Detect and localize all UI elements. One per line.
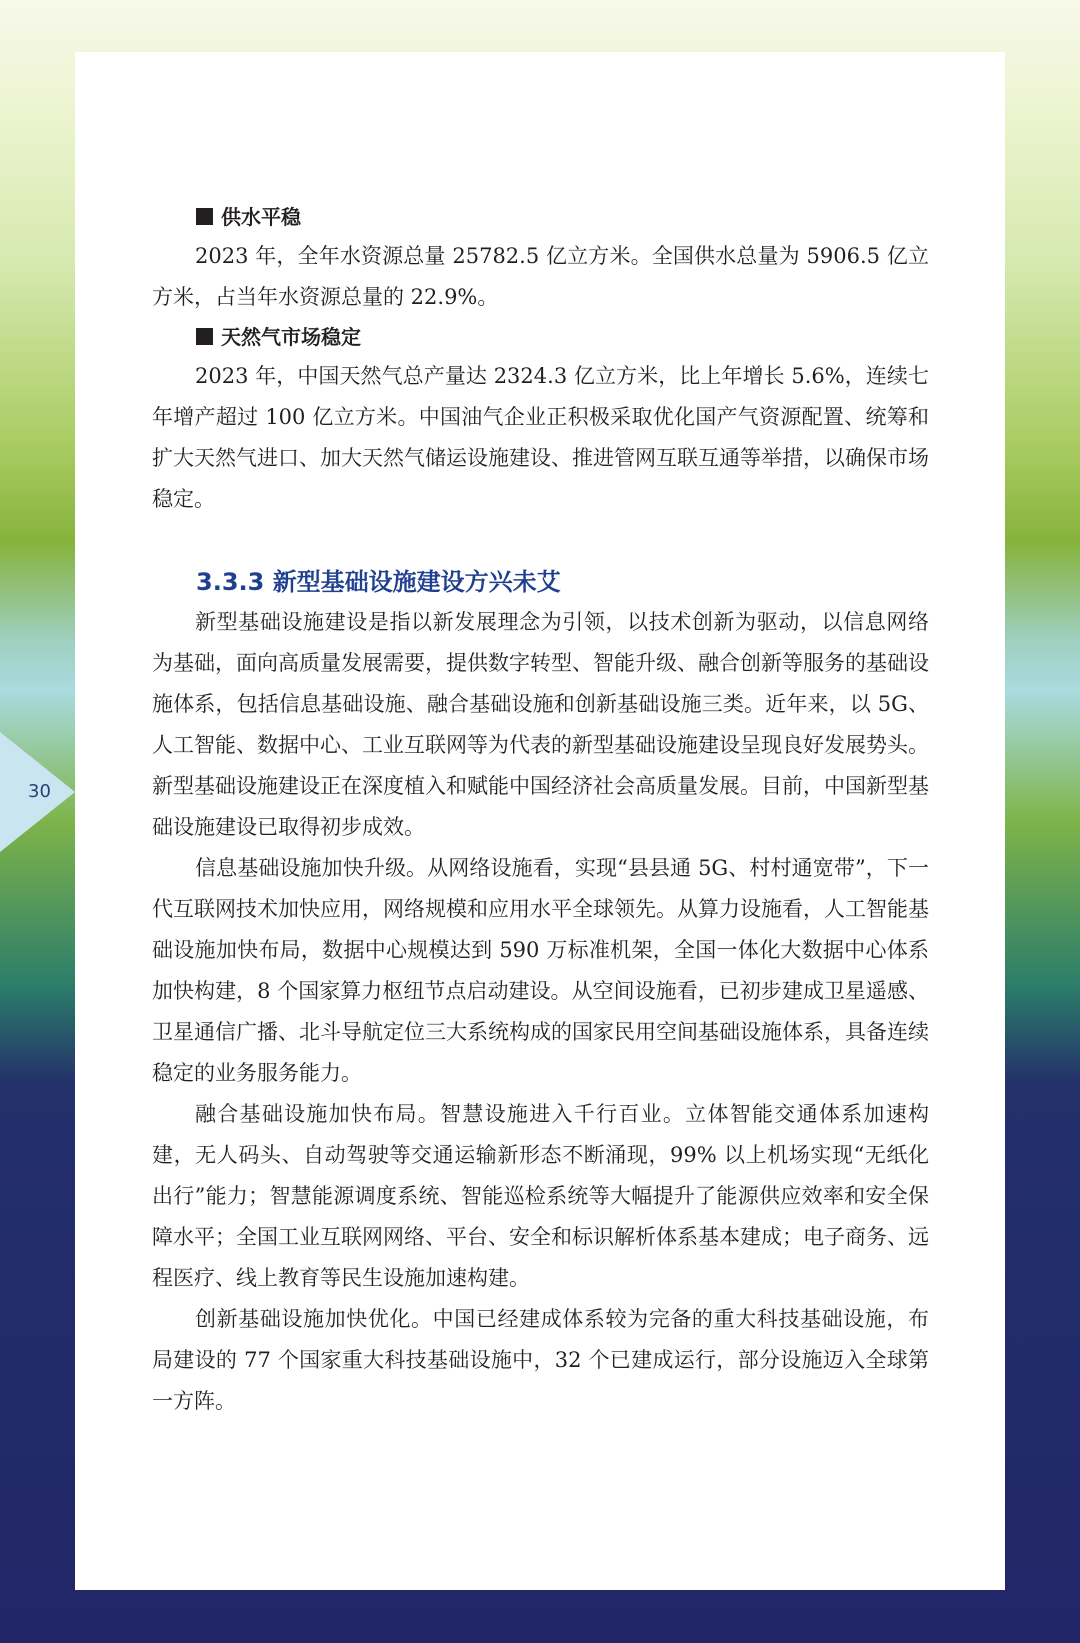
water-supply-heading-text: 供水平稳 — [221, 205, 301, 229]
water-supply-paragraph: 2023 年，全年水资源总量 25782.5 亿立方米。全国供水总量为 5906.5 亿立方米，占当年水资源总量的 22.9%。 — [152, 244, 929, 309]
page-content — [152, 198, 929, 1422]
water-supply-heading — [152, 198, 929, 236]
page-number: 30 — [28, 781, 51, 802]
section-title: 3.3.3 新型基础设施建设方兴未艾 — [196, 568, 561, 596]
bullet-square-icon — [196, 328, 213, 345]
information-infrastructure-paragraph: 信息基础设施加快升级。从网络设施看，实现“县县通 5G、村村通宽带”，下一代互联网技术加快应用，网络规模和应用水平全球领先。从算力设施看，人工智能基础设施加快布局，数据中心规模达到 590 万标准机架，全国一体化大数据中心体系加快构建，8 个国家算力枢纽节点启动建设。从空间设施看，已初步建成卫星遥感、卫星通信广播、北斗导航定位三大系统构成的国家民用空间基础设施体系，具备连续稳定的业务服务能力。 — [152, 856, 929, 1085]
bullet-square-icon — [196, 208, 213, 225]
integration-infrastructure-paragraph: 融合基础设施加快布局。智慧设施进入千行百业。立体智能交通体系加速构建，无人码头、自动驾驶等交通运输新形态不断涌现，99% 以上机场实现“无纸化出行”能力；智慧能源调度系统、智能巡检系统等大幅提升了能源供应效率和安全保障水平；全国工业互联网网络、平台、安全和标识解析体系基本建成；电子商务、远程医疗、线上教育等民生设施加速构建。 — [152, 1102, 929, 1290]
natural-gas-heading — [152, 318, 929, 356]
infrastructure-intro-paragraph: 新型基础设施建设是指以新发展理念为引领，以技术创新为驱动，以信息网络为基础，面向高质量发展需要，提供数字转型、智能升级、融合创新等服务的基础设施体系，包括信息基础设施、融合基础设施和创新基础设施三类。近年来，以 5G、人工智能、数据中心、工业互联网等为代表的新型基础设施建设呈现良好发展势头。新型基础设施建设正在深度植入和赋能中国经济社会高质量发展。目前，中国新型基础设施建设已取得初步成效。 — [152, 610, 929, 839]
innovation-infrastructure-paragraph: 创新基础设施加快优化。中国已经建成体系较为完备的重大科技基础设施，布局建设的 77 个国家重大科技基础设施中，32 个已建成运行，部分设施迈入全球第一方阵。 — [152, 1307, 929, 1413]
natural-gas-heading-text: 天然气市场稳定 — [221, 325, 361, 349]
natural-gas-paragraph: 2023 年，中国天然气总产量达 2324.3 亿立方米，比上年增长 5.6%，连续七年增产超过 100 亿立方米。中国油气企业正积极采取优化国产气资源配置、统筹和扩大天然气进口、加大天然气储运设施建设、推进管网互联互通等举措，以确保市场稳定。 — [152, 364, 929, 511]
